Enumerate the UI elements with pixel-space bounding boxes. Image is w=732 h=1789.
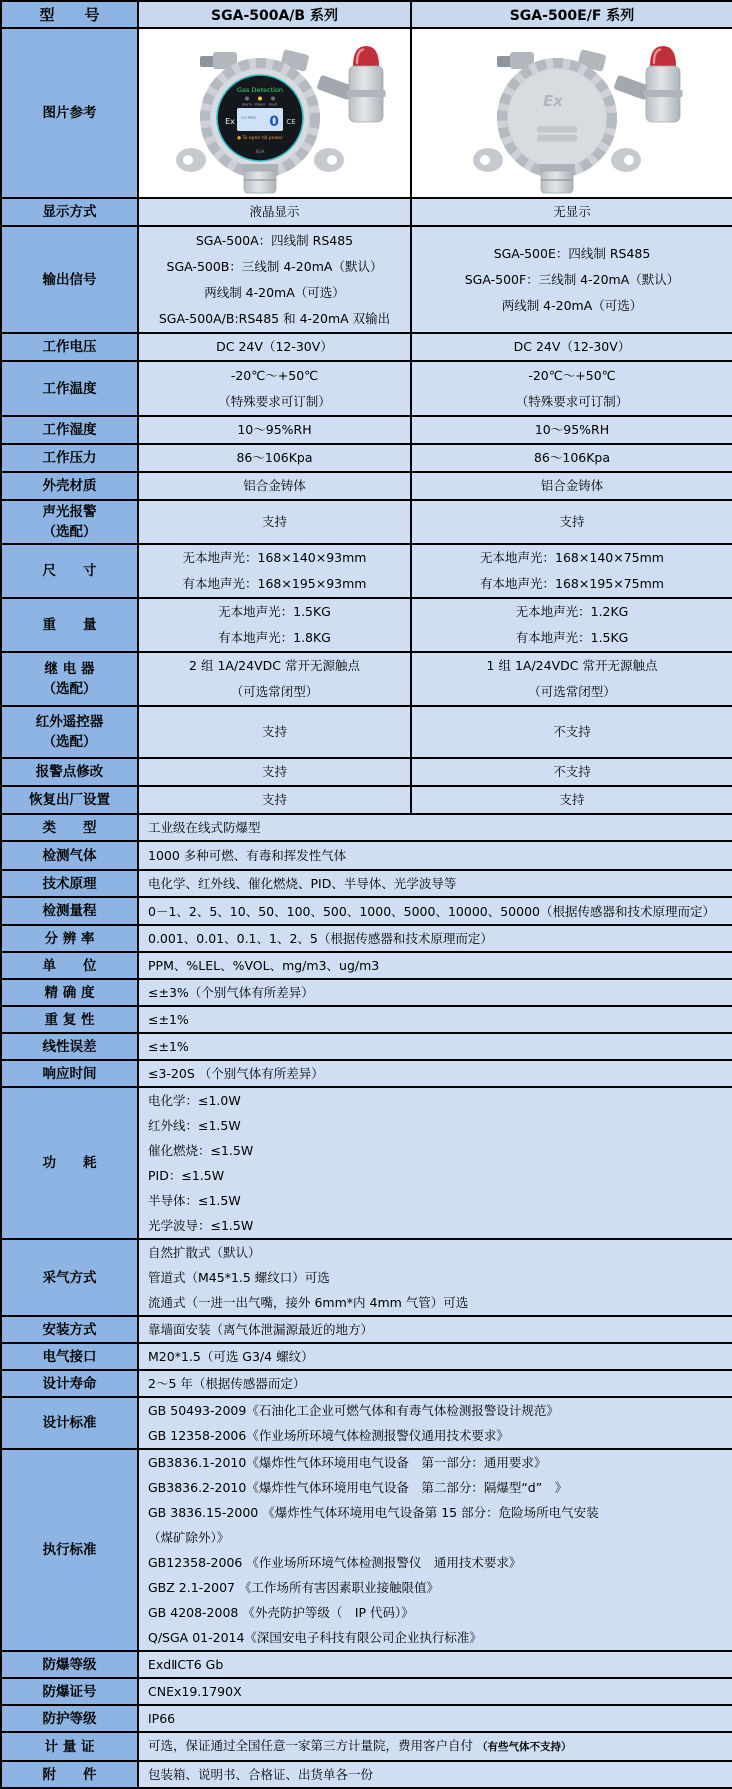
- row-label-sampling-method: [1, 1239, 138, 1316]
- text-line: 红外线：≤1.5W: [148, 1118, 241, 1133]
- svg-text:● To open till power: ● To open till power: [236, 136, 283, 141]
- row-label-accessories: [1, 1761, 138, 1788]
- text-line: 检测量程: [42, 903, 97, 919]
- text-line: 0－1、2、5、10、50、100、500、1000、5000、10000、50000（根据传感器和技术原理而定）: [148, 903, 715, 919]
- row-label-design-life: [1, 1370, 138, 1397]
- text-line: 2～5 年（根据传感器而定）: [148, 1376, 306, 1391]
- spec-row-unit: [1, 952, 732, 979]
- text-line: ≤±1%: [148, 1039, 189, 1054]
- row-label-working-temperature: [1, 361, 138, 416]
- text-line: ≤3-20S （个别气体有所差异）: [148, 1066, 324, 1081]
- text-line: 0.001、0.01、0.1、1、2、5（根据传感器和技术原理而定）: [148, 931, 493, 946]
- text-line: 图片参考: [42, 105, 97, 121]
- text-line: 有本地声光：168×195×93mm: [182, 576, 367, 591]
- svg-text:Fault: Fault: [268, 102, 277, 107]
- spec-row-working-pressure: [1, 444, 732, 472]
- spec-row-technology: [1, 870, 732, 897]
- text-line: 不支持: [553, 724, 591, 739]
- svg-text:Ex: Ex: [543, 92, 563, 110]
- svg-text:Power: Power: [254, 102, 265, 107]
- text-line: 计 量 证: [44, 1738, 95, 1755]
- text-line: 工作压力: [42, 450, 97, 466]
- text-line: GB12358-2006 《作业场所环境气体检测报警仪 通用技术要求》: [148, 1555, 522, 1570]
- text-line: [148, 1733, 732, 1760]
- spec-row-linearity-error: [1, 1033, 732, 1060]
- text-line: 防爆等级: [42, 1656, 97, 1673]
- text-line: IP66: [148, 1711, 176, 1726]
- row-label-technology: [1, 870, 138, 897]
- row-label-unit: [1, 952, 138, 979]
- svg-text:CO PPM: CO PPM: [240, 115, 256, 120]
- text-line: ExdⅡCT6 Gb: [148, 1657, 224, 1672]
- svg-text:Gas Detection: Gas Detection: [236, 86, 283, 94]
- cell-alarm-point-modify-ef: [411, 758, 732, 786]
- cell-metrology-cert: [138, 1732, 732, 1761]
- sga-500ab-product-photo: [139, 29, 410, 197]
- spec-row-ir-remote: [1, 706, 732, 758]
- cell-working-humidity-ef: [411, 416, 732, 444]
- row-label-factory-reset: [1, 786, 138, 814]
- spec-row-design-standards: [1, 1397, 732, 1449]
- text-line: 采气方式: [42, 1269, 97, 1286]
- spec-row-accuracy: [1, 979, 732, 1006]
- header-col-sga500ef: SGA-500E/F 系列: [411, 1, 732, 28]
- text-line: 可选，保证通过全国任意一家第三方计量院，费用客户自付: [148, 1738, 474, 1753]
- row-label-relay: [1, 652, 138, 706]
- row-label-response-time: [1, 1060, 138, 1087]
- text-line: SGA-500A：四线制 RS485: [195, 232, 354, 248]
- text-line: 1 组 1A/24VDC 常开无源触点: [486, 658, 658, 673]
- cell-response-time: [138, 1060, 732, 1087]
- text-line: 检测气体: [42, 847, 97, 864]
- text-line: （特殊要求可订制）: [218, 393, 331, 409]
- cell-factory-reset-ab: [138, 786, 411, 814]
- text-line: ≤±1%: [148, 1012, 189, 1027]
- cell-accessories: [138, 1761, 732, 1788]
- row-label-dimensions: [1, 544, 138, 598]
- row-label-weight: [1, 598, 138, 652]
- row-label-ip-rating: [1, 1705, 138, 1732]
- text-line: GB 4208-2008 《外壳防护等级（ IP 代码）》: [148, 1605, 414, 1620]
- text-line: 催化燃烧：≤1.5W: [148, 1143, 254, 1158]
- text-line: SGA-500F：三线制 4-20mA（默认）: [464, 271, 680, 287]
- text-line: 线性误差: [42, 1038, 97, 1055]
- gas-sensor-icon: [539, 164, 575, 193]
- cell-repeatability: [138, 1006, 732, 1033]
- cell-explosion-proof-grade: [138, 1651, 732, 1678]
- text-line: ≤±3%（个别气体有所差异）: [148, 985, 314, 1000]
- text-line: M20*1.5（可选 G3/4 螺纹）: [148, 1349, 314, 1364]
- text-line: （可选常闭型）: [528, 684, 616, 699]
- cell-dimensions-ab: [138, 544, 411, 598]
- row-label-design-standards: [1, 1397, 138, 1449]
- cell-relay-ef: [411, 652, 732, 706]
- text-line: 86～106Kpa: [236, 450, 313, 465]
- text-line: 有本地声光：1.8KG: [218, 630, 331, 645]
- text-line: （选配）: [42, 734, 97, 750]
- gas-detector-illustration: [447, 32, 697, 194]
- cell-weight-ab: [138, 598, 411, 652]
- text-line: DC 24V（12-30V）: [513, 339, 631, 354]
- spec-row-resolution: [1, 925, 732, 952]
- spec-row-photo: [1, 28, 732, 198]
- text-line: DC 24V（12-30V）: [216, 339, 333, 354]
- cell-relay-ab: [138, 652, 411, 706]
- gas-sensor-icon: [242, 164, 278, 193]
- text-line: 工业级在线式防爆型: [148, 820, 261, 835]
- row-label-ir-remote: [1, 706, 138, 758]
- cell-design-standards: [138, 1397, 732, 1449]
- cell-accuracy: [138, 979, 732, 1006]
- text-line: 电气接口: [42, 1348, 97, 1365]
- text-line: 响应时间: [42, 1065, 97, 1082]
- text-line: 铝合金铸体: [540, 478, 604, 493]
- row-label-working-pressure: [1, 444, 138, 472]
- row-label-linearity-error: [1, 1033, 138, 1060]
- row-label-working-voltage: [1, 333, 138, 361]
- cell-detectable-gases: [138, 841, 732, 870]
- text-line: 工作湿度: [42, 422, 97, 438]
- text-line: 外壳材质: [42, 478, 97, 494]
- row-label-electrical-interface: [1, 1343, 138, 1370]
- row-label-resolution: [1, 925, 138, 952]
- text-line: 防爆证号: [42, 1683, 97, 1700]
- cell-working-temperature-ef: [411, 361, 732, 416]
- text-line: SGA-500B：三线制 4-20mA（默认）: [166, 258, 383, 274]
- text-line: 防护等级: [42, 1710, 97, 1727]
- text-line: 类 型: [42, 819, 97, 836]
- spec-row-shell-material: [1, 472, 732, 500]
- text-line: 支持: [559, 792, 585, 807]
- spec-row-detectable-gases: [1, 841, 732, 870]
- row-label-repeatability: [1, 1006, 138, 1033]
- text-line: 自然扩散式（默认）: [148, 1245, 261, 1260]
- text-line: 2 组 1A/24VDC 常开无源触点: [189, 658, 360, 673]
- text-line: 执行标准: [42, 1542, 97, 1558]
- text-line: 输出信号: [42, 271, 97, 288]
- spec-row-factory-reset: [1, 786, 732, 814]
- header-row: [1, 1, 732, 28]
- text-line: 液晶显示: [249, 204, 300, 219]
- alarm-beacon-icon: [613, 46, 682, 122]
- text-line: Q/SGA 01-2014《深国安电子科技有限公司企业执行标准》: [148, 1630, 482, 1645]
- cell-ir-remote-ab: [138, 706, 411, 758]
- spec-row-power-consumption: [1, 1087, 732, 1239]
- text-line: PPM、%LEL、%VOL、mg/m3、ug/m3: [148, 958, 380, 973]
- row-label-explosion-proof-grade: [1, 1651, 138, 1678]
- spec-row-type: [1, 814, 732, 841]
- header-col-sga500ab: SGA-500A/B 系列: [138, 1, 411, 28]
- cell-design-life: [138, 1370, 732, 1397]
- text-line: 支持: [261, 724, 287, 739]
- text-line: GB 50493-2009《石油化工企业可燃气体和有毒气体检测报警设计规范》: [148, 1403, 559, 1418]
- text-line: 重 量: [42, 617, 97, 633]
- text-line: 安装方式: [42, 1321, 97, 1338]
- text-line: （选配）: [42, 681, 97, 697]
- header-model-label: 型 号: [1, 1, 138, 28]
- text-line: 1000 多种可燃、有毒和挥发性气体: [148, 848, 347, 863]
- spec-row-working-voltage: [1, 333, 732, 361]
- cell-working-voltage-ab: [138, 333, 411, 361]
- row-label-shell-material: [1, 472, 138, 500]
- text-line: SGA-500E：四线制 RS485: [493, 245, 651, 261]
- cell-working-voltage-ef: [411, 333, 732, 361]
- text-line: 靠墙面安装（离气体泄漏源最近的地方）: [148, 1322, 374, 1337]
- cell-ip-rating: [138, 1705, 732, 1732]
- text-line: GB3836.2-2010《爆炸性气体环境用电气设备 第二部分：隔爆型“d” 》: [148, 1480, 568, 1495]
- row-label-detectable-gases: [1, 841, 138, 870]
- cell-linearity-error: [138, 1033, 732, 1060]
- spec-row-dimensions: [1, 544, 732, 598]
- text-line: （煤矿除外）》: [148, 1530, 230, 1545]
- cell-weight-ef: [411, 598, 732, 652]
- cell-output-signal-ab: [138, 226, 411, 333]
- cell-shell-material-ab: [138, 472, 411, 500]
- gas-detector-illustration: [150, 32, 400, 194]
- text-line: 设计标准: [42, 1415, 97, 1431]
- text-line: -20℃～+50℃: [528, 367, 616, 383]
- detector-body: [497, 58, 617, 178]
- photo-cell-sga-500ab-product-photo: [138, 28, 411, 198]
- text-line: 10～95%RH: [534, 422, 610, 437]
- row-label-photo: [1, 28, 138, 198]
- text-line: 声光报警: [42, 504, 97, 520]
- spec-row-design-life: [1, 1370, 732, 1397]
- text-line: 有本地声光：168×195×75mm: [480, 576, 664, 591]
- text-line: 红外遥控器: [35, 714, 104, 730]
- text-line: 电化学、红外线、催化燃烧、PID、半导体、光学波导等: [148, 876, 457, 891]
- text-line: 恢复出厂设置: [29, 792, 110, 808]
- text-line: PID：≤1.5W: [148, 1168, 225, 1183]
- text-line: 86～106Kpa: [533, 450, 611, 465]
- detector-body: [200, 58, 320, 178]
- svg-text:SGA: SGA: [255, 149, 264, 154]
- text-line: 光学波导：≤1.5W: [148, 1218, 254, 1233]
- text-line: 支持: [559, 514, 585, 529]
- text-line: 两线制 4-20mA（可选）: [204, 284, 345, 300]
- spec-row-accessories: [1, 1761, 732, 1788]
- photo-cell-sga-500ef-product-photo: [411, 28, 732, 198]
- text-line: 技术原理: [42, 875, 97, 892]
- sga-500ef-product-photo: [412, 29, 732, 197]
- cell-output-signal-ef: [411, 226, 732, 333]
- cell-ir-remote-ef: [411, 706, 732, 758]
- spec-row-response-time: [1, 1060, 732, 1087]
- text-line: 尺 寸: [42, 563, 97, 579]
- text-line: 包装箱、说明书、合格证、出货单各一份: [148, 1767, 374, 1782]
- cell-measuring-range: [138, 897, 732, 925]
- text-line: （可选常闭型）: [230, 684, 319, 699]
- row-label-working-humidity: [1, 416, 138, 444]
- cell-explosion-proof-cert: [138, 1678, 732, 1705]
- cell-sampling-method: [138, 1239, 732, 1316]
- text-line: 10～95%RH: [237, 422, 312, 437]
- row-label-output-signal: [1, 226, 138, 333]
- text-line: 功 耗: [42, 1155, 97, 1171]
- svg-text:Ex: Ex: [224, 117, 235, 126]
- row-label-type: [1, 814, 138, 841]
- row-label-executive-standards: [1, 1449, 138, 1651]
- text-line: SGA-500A/B:RS485 和 4-20mA 双输出: [158, 310, 391, 326]
- spec-row-working-humidity: [1, 416, 732, 444]
- text-line: 流通式（一进一出气嘴，接外 6mm*内 4mm 气管）可选: [148, 1295, 469, 1310]
- text-line: 重 复 性: [44, 1011, 95, 1028]
- spec-row-alarm-point-modify: [1, 758, 732, 786]
- row-label-display-mode: [1, 198, 138, 226]
- spec-row-repeatability: [1, 1006, 732, 1033]
- text-line: -20℃～+50℃: [230, 367, 319, 383]
- alarm-beacon-icon: [316, 46, 385, 122]
- spec-row-ip-rating: [1, 1705, 732, 1732]
- cell-working-pressure-ef: [411, 444, 732, 472]
- spec-row-electrical-interface: [1, 1343, 732, 1370]
- text-line: 无本地声光：168×140×75mm: [480, 550, 664, 565]
- text-line: 支持: [261, 514, 287, 529]
- cell-executive-standards: [138, 1449, 732, 1651]
- text-line: （选配）: [42, 524, 97, 540]
- text-line: 半导体：≤1.5W: [148, 1193, 241, 1208]
- text-line: 显示方式: [42, 204, 97, 220]
- text-line: 设计寿命: [42, 1375, 97, 1392]
- svg-text:CE: CE: [285, 118, 296, 126]
- cell-working-pressure-ab: [138, 444, 411, 472]
- svg-text:0: 0: [268, 114, 279, 130]
- row-label-measuring-range: [1, 897, 138, 925]
- row-label-explosion-proof-cert: [1, 1678, 138, 1705]
- spec-row-relay: [1, 652, 732, 706]
- text-line: 无本地声光：1.2KG: [515, 604, 629, 619]
- spec-row-measuring-range: [1, 897, 732, 925]
- cell-mounting: [138, 1316, 732, 1343]
- cell-power-consumption: [138, 1087, 732, 1239]
- spec-row-explosion-proof-grade: [1, 1651, 732, 1678]
- cell-audible-visual-alarm-ab: [138, 500, 411, 544]
- spec-row-explosion-proof-cert: [1, 1678, 732, 1705]
- cell-technology: [138, 870, 732, 897]
- text-line: GBZ 2.1-2007 《工作场所有害因素职业接触限值》: [148, 1580, 439, 1595]
- text-line: 继 电 器: [44, 661, 95, 677]
- spec-row-working-temperature: [1, 361, 732, 416]
- row-label-power-consumption: [1, 1087, 138, 1239]
- text-line: CNEx19.1790X: [148, 1684, 242, 1699]
- text-line: 单 位: [42, 957, 97, 974]
- spec-row-executive-standards: [1, 1449, 732, 1651]
- text-line: GB 12358-2006《作业场所环境气体检测报警仪通用技术要求》: [148, 1428, 509, 1443]
- cell-resolution: [138, 925, 732, 952]
- text-line: 无本地声光：1.5KG: [218, 604, 331, 619]
- svg-text:Alarm: Alarm: [241, 102, 252, 107]
- text-line: 工作电压: [42, 339, 97, 355]
- spec-row-sampling-method: [1, 1239, 732, 1316]
- row-label-alarm-point-modify: [1, 758, 138, 786]
- cell-type: [138, 814, 732, 841]
- cell-display-mode-ab: [138, 198, 411, 226]
- text-line: 精 确 度: [44, 984, 95, 1001]
- text-line: GB 3836.15-2000 《爆炸性气体环境用电气设备第 15 部分：危险场所电气安装: [148, 1505, 599, 1520]
- cell-dimensions-ef: [411, 544, 732, 598]
- row-label-metrology-cert: [1, 1732, 138, 1761]
- cell-factory-reset-ef: [411, 786, 732, 814]
- note-text: （有些气体不支持）: [477, 1741, 572, 1753]
- spec-row-metrology-cert: [1, 1732, 732, 1761]
- cell-unit: [138, 952, 732, 979]
- row-label-mounting: [1, 1316, 138, 1343]
- spec-row-mounting: [1, 1316, 732, 1343]
- text-line: （特殊要求可订制）: [515, 393, 629, 409]
- row-label-audible-visual-alarm: [1, 500, 138, 544]
- text-line: 不支持: [553, 764, 591, 779]
- row-label-accuracy: [1, 979, 138, 1006]
- cell-shell-material-ef: [411, 472, 732, 500]
- text-line: GB3836.1-2010《爆炸性气体环境用电气设备 第一部分：通用要求》: [148, 1455, 547, 1470]
- cell-working-temperature-ab: [138, 361, 411, 416]
- cell-electrical-interface: [138, 1343, 732, 1370]
- text-line: 分 辨 率: [44, 930, 95, 947]
- text-line: 支持: [261, 764, 287, 779]
- spec-row-audible-visual-alarm: [1, 500, 732, 544]
- cell-display-mode-ef: [411, 198, 732, 226]
- text-line: 无本地声光：168×140×93mm: [182, 550, 367, 565]
- cell-working-humidity-ab: [138, 416, 411, 444]
- text-line: 支持: [261, 792, 287, 807]
- text-line: 两线制 4-20mA（可选）: [501, 297, 643, 313]
- text-line: 有本地声光：1.5KG: [515, 630, 629, 645]
- text-line: 报警点修改: [35, 764, 104, 780]
- cell-alarm-point-modify-ab: [138, 758, 411, 786]
- spec-row-output-signal: [1, 226, 732, 333]
- spec-row-weight: [1, 598, 732, 652]
- spec-row-display-mode: [1, 198, 732, 226]
- text-line: 无显示: [553, 204, 591, 219]
- text-line: 管道式（M45*1.5 螺纹口）可选: [148, 1270, 330, 1285]
- cell-audible-visual-alarm-ef: [411, 500, 732, 544]
- text-line: 工作温度: [42, 380, 97, 397]
- text-line: 电化学：≤1.0W: [148, 1093, 241, 1108]
- text-line: 铝合金铸体: [243, 478, 306, 493]
- text-line: 附 件: [42, 1766, 97, 1783]
